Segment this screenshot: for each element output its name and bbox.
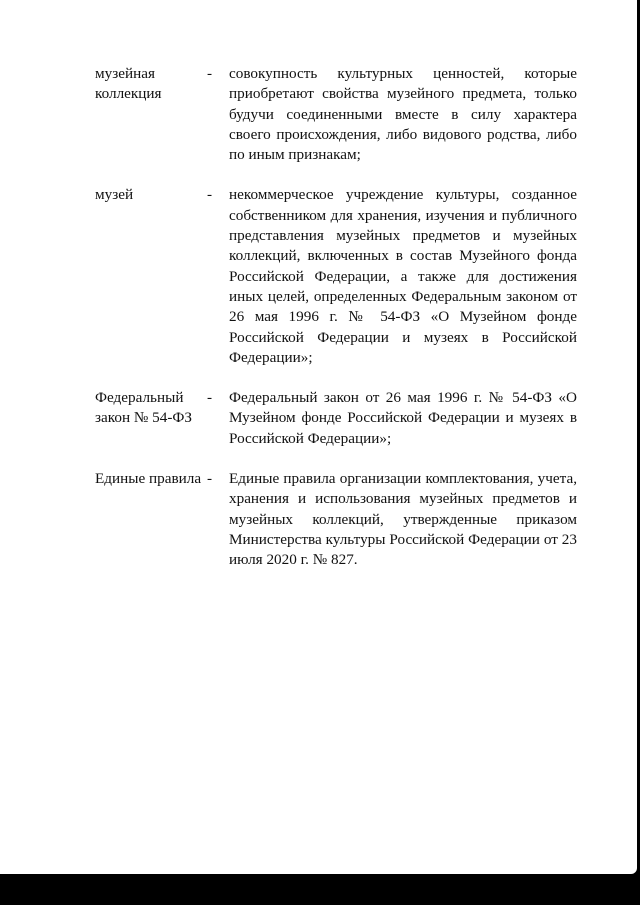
term-dash: -	[207, 470, 213, 488]
definitions-list	[95, 64, 577, 591]
term-definition: некоммерческое учреждение культуры, созданное собственником для хранения, изучения и публичного представления музейных предметов и музейных коллекций, включенных в состав Музейного фонда Российской Федерации, а также для достижения иных целей, определенных Федеральным законом от 26 мая 1996 г. № 54-ФЗ «О Музейном фонде Российской Федерации и музеях в Российской Федерации»;	[229, 186, 577, 366]
definition-row-federal-law	[95, 388, 577, 449]
term-dash: -	[207, 389, 213, 407]
term-name: Федеральный закон № 54-ФЗ	[95, 389, 193, 427]
term-name: музейная коллекция	[95, 65, 162, 103]
definition-row-museum-collection	[95, 64, 577, 165]
term-name: музей	[95, 186, 134, 204]
term-dash: -	[207, 186, 213, 204]
definition-row-unified-rules	[95, 469, 577, 570]
definition-row-museum	[95, 185, 577, 368]
term-definition: Федеральный закон от 26 мая 1996 г. № 54-ФЗ «О Музейном фонде Российской Федерации и музеях в Российской Федерации»;	[229, 389, 577, 447]
term-dash: -	[207, 65, 213, 82]
term-definition: совокупность культурных ценностей, которые приобретают свойства музейного предмета, только будучи соединенными вместе в силу характера своего происхождения, либо видового родства, либо по иным признакам;	[229, 65, 577, 164]
term-name: Единые правила	[95, 470, 202, 488]
term-definition: Единые правила организации комплектования, учета, хранения и использования музейных предметов и музейных коллекций, утвержденные приказом Министерства культуры Российской Федерации от 23 июля 2020 г. № 827.	[229, 470, 577, 569]
